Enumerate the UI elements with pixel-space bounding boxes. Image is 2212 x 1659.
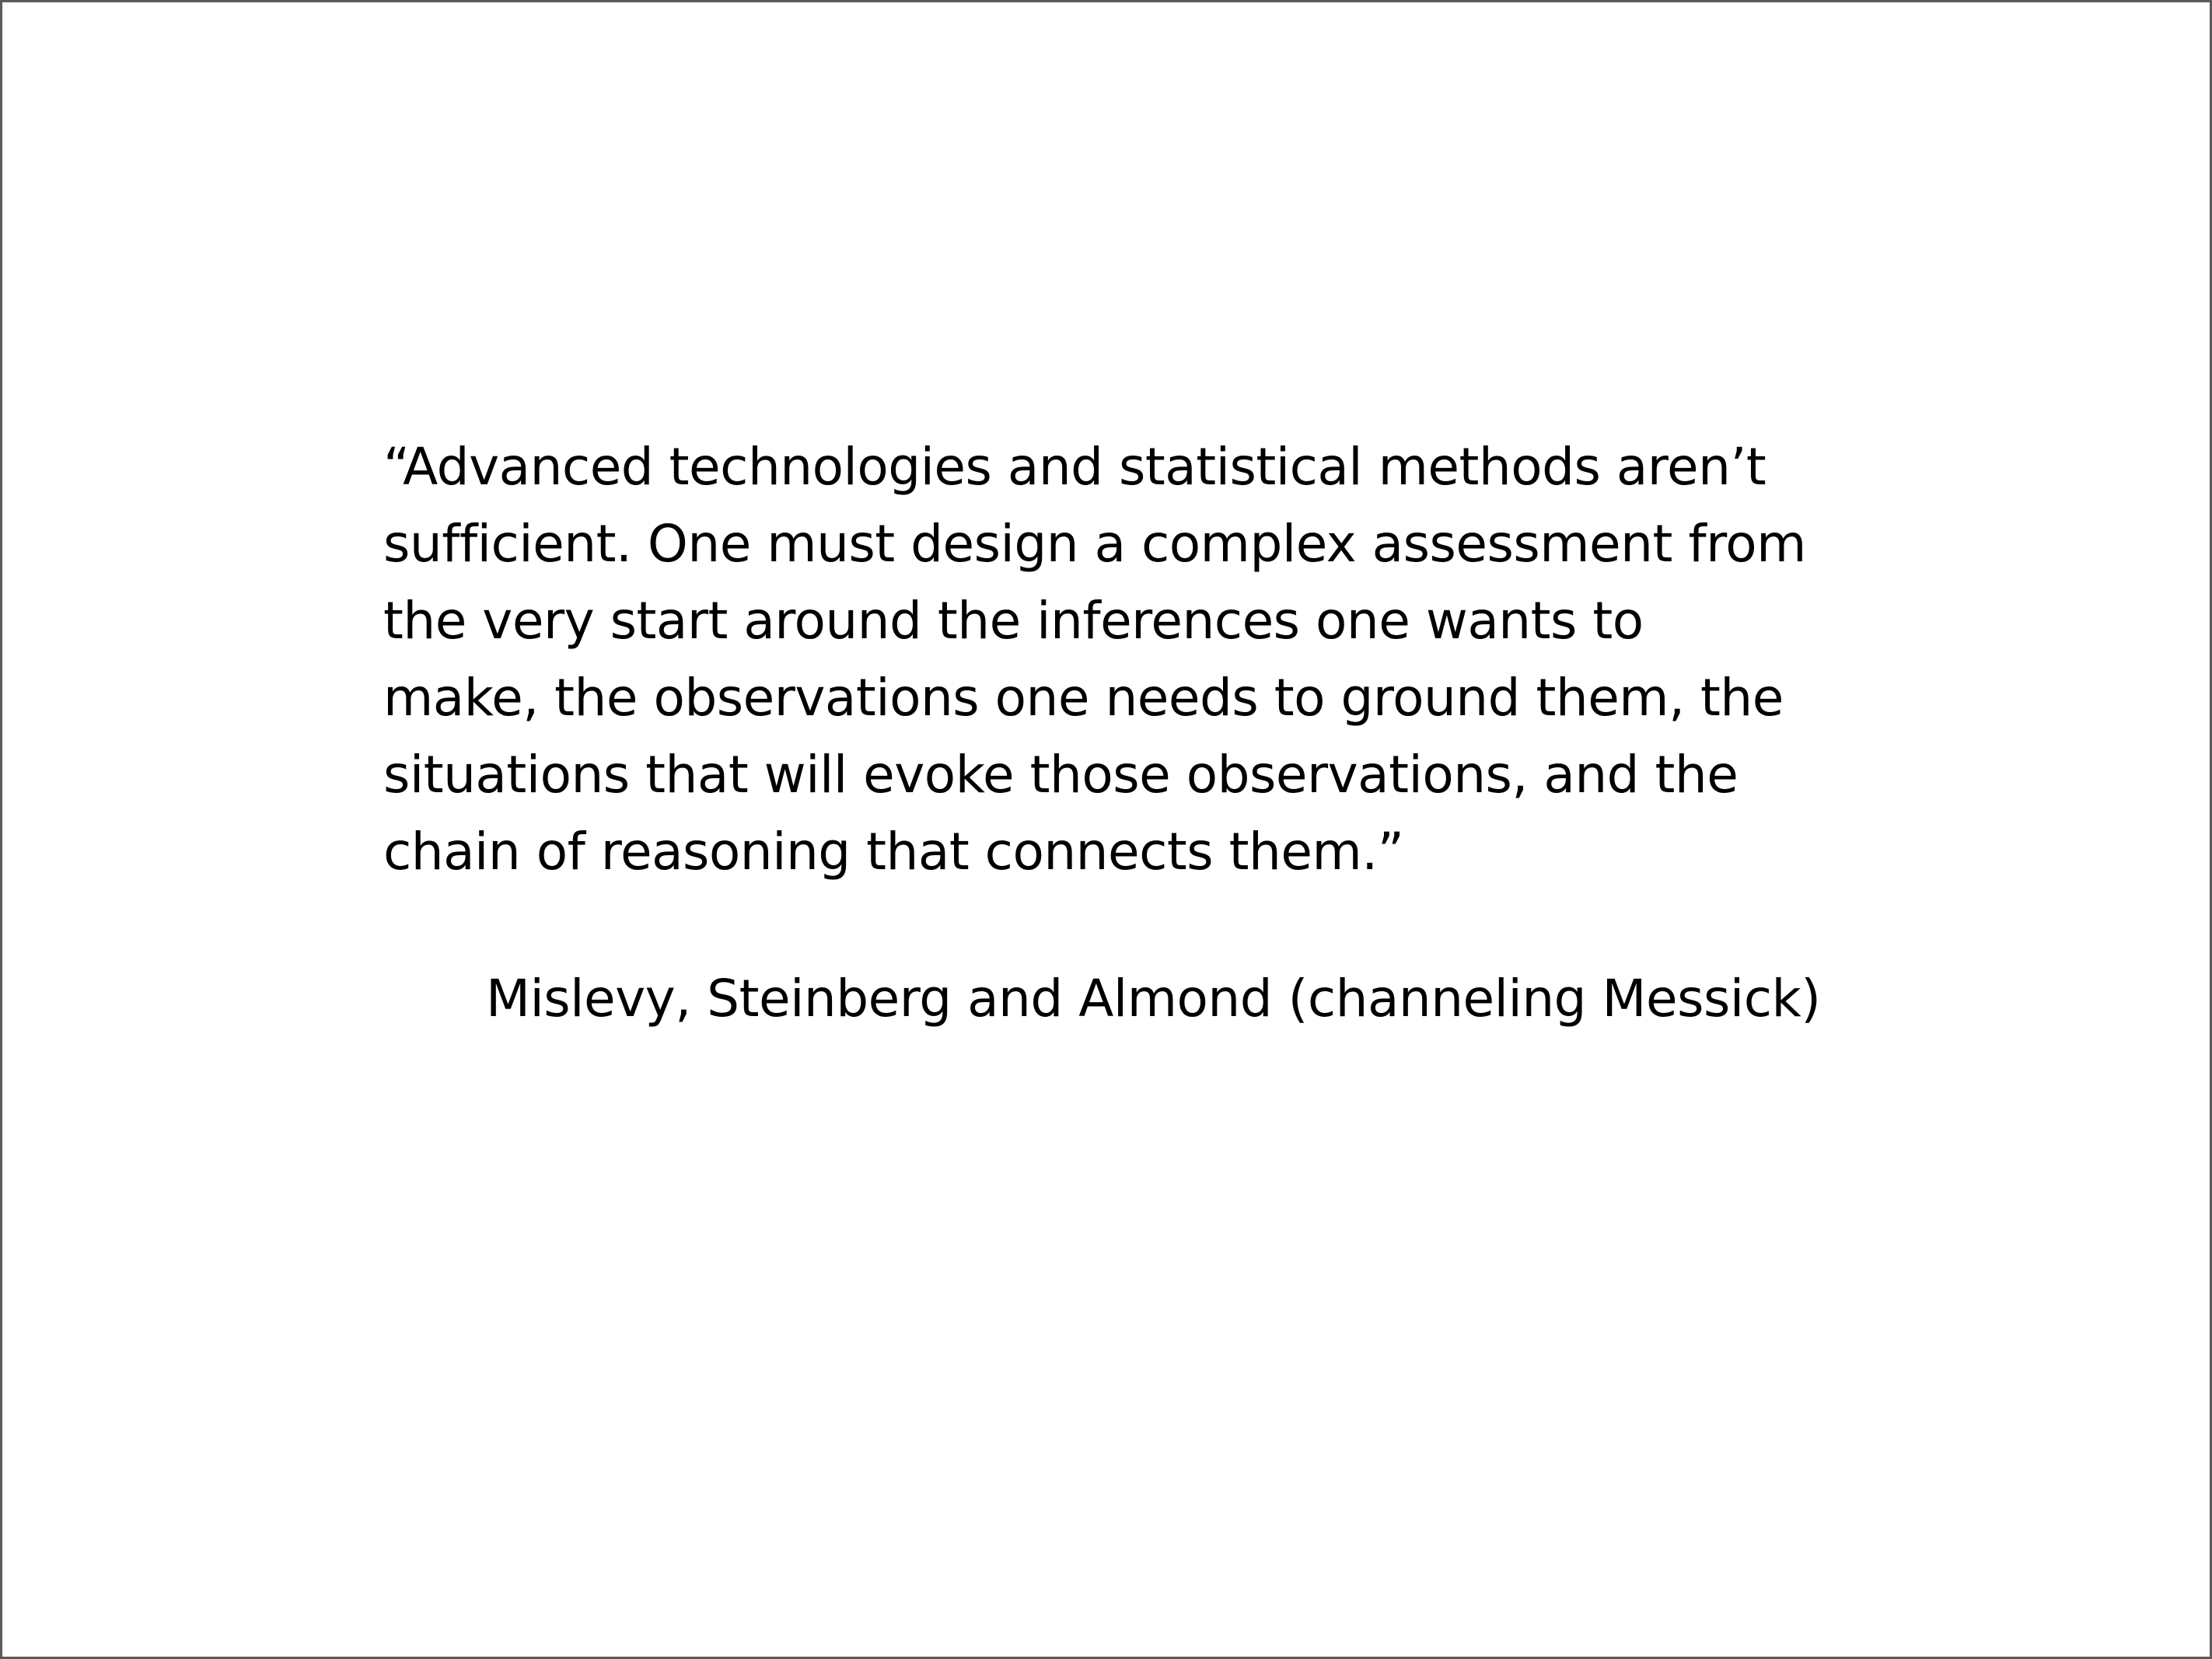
quote-line: make, the observations one needs to ground them, the — [383, 668, 1784, 728]
quote-attribution: Mislevy, Steinberg and Almond (channeling Messick) — [486, 969, 1821, 1029]
quote-line: “Advanced technologies and statistical methods aren’t — [383, 437, 1766, 497]
quote-line: chain of reasoning that connects them.” — [383, 822, 1404, 882]
quote-text — [383, 428, 1876, 890]
quote-line: situations that will evoke those observations, and the — [383, 745, 1738, 805]
quote-line: sufficient. One must design a complex assessment from — [383, 514, 1806, 574]
quote-line: the very start around the inferences one wants to — [383, 591, 1644, 651]
